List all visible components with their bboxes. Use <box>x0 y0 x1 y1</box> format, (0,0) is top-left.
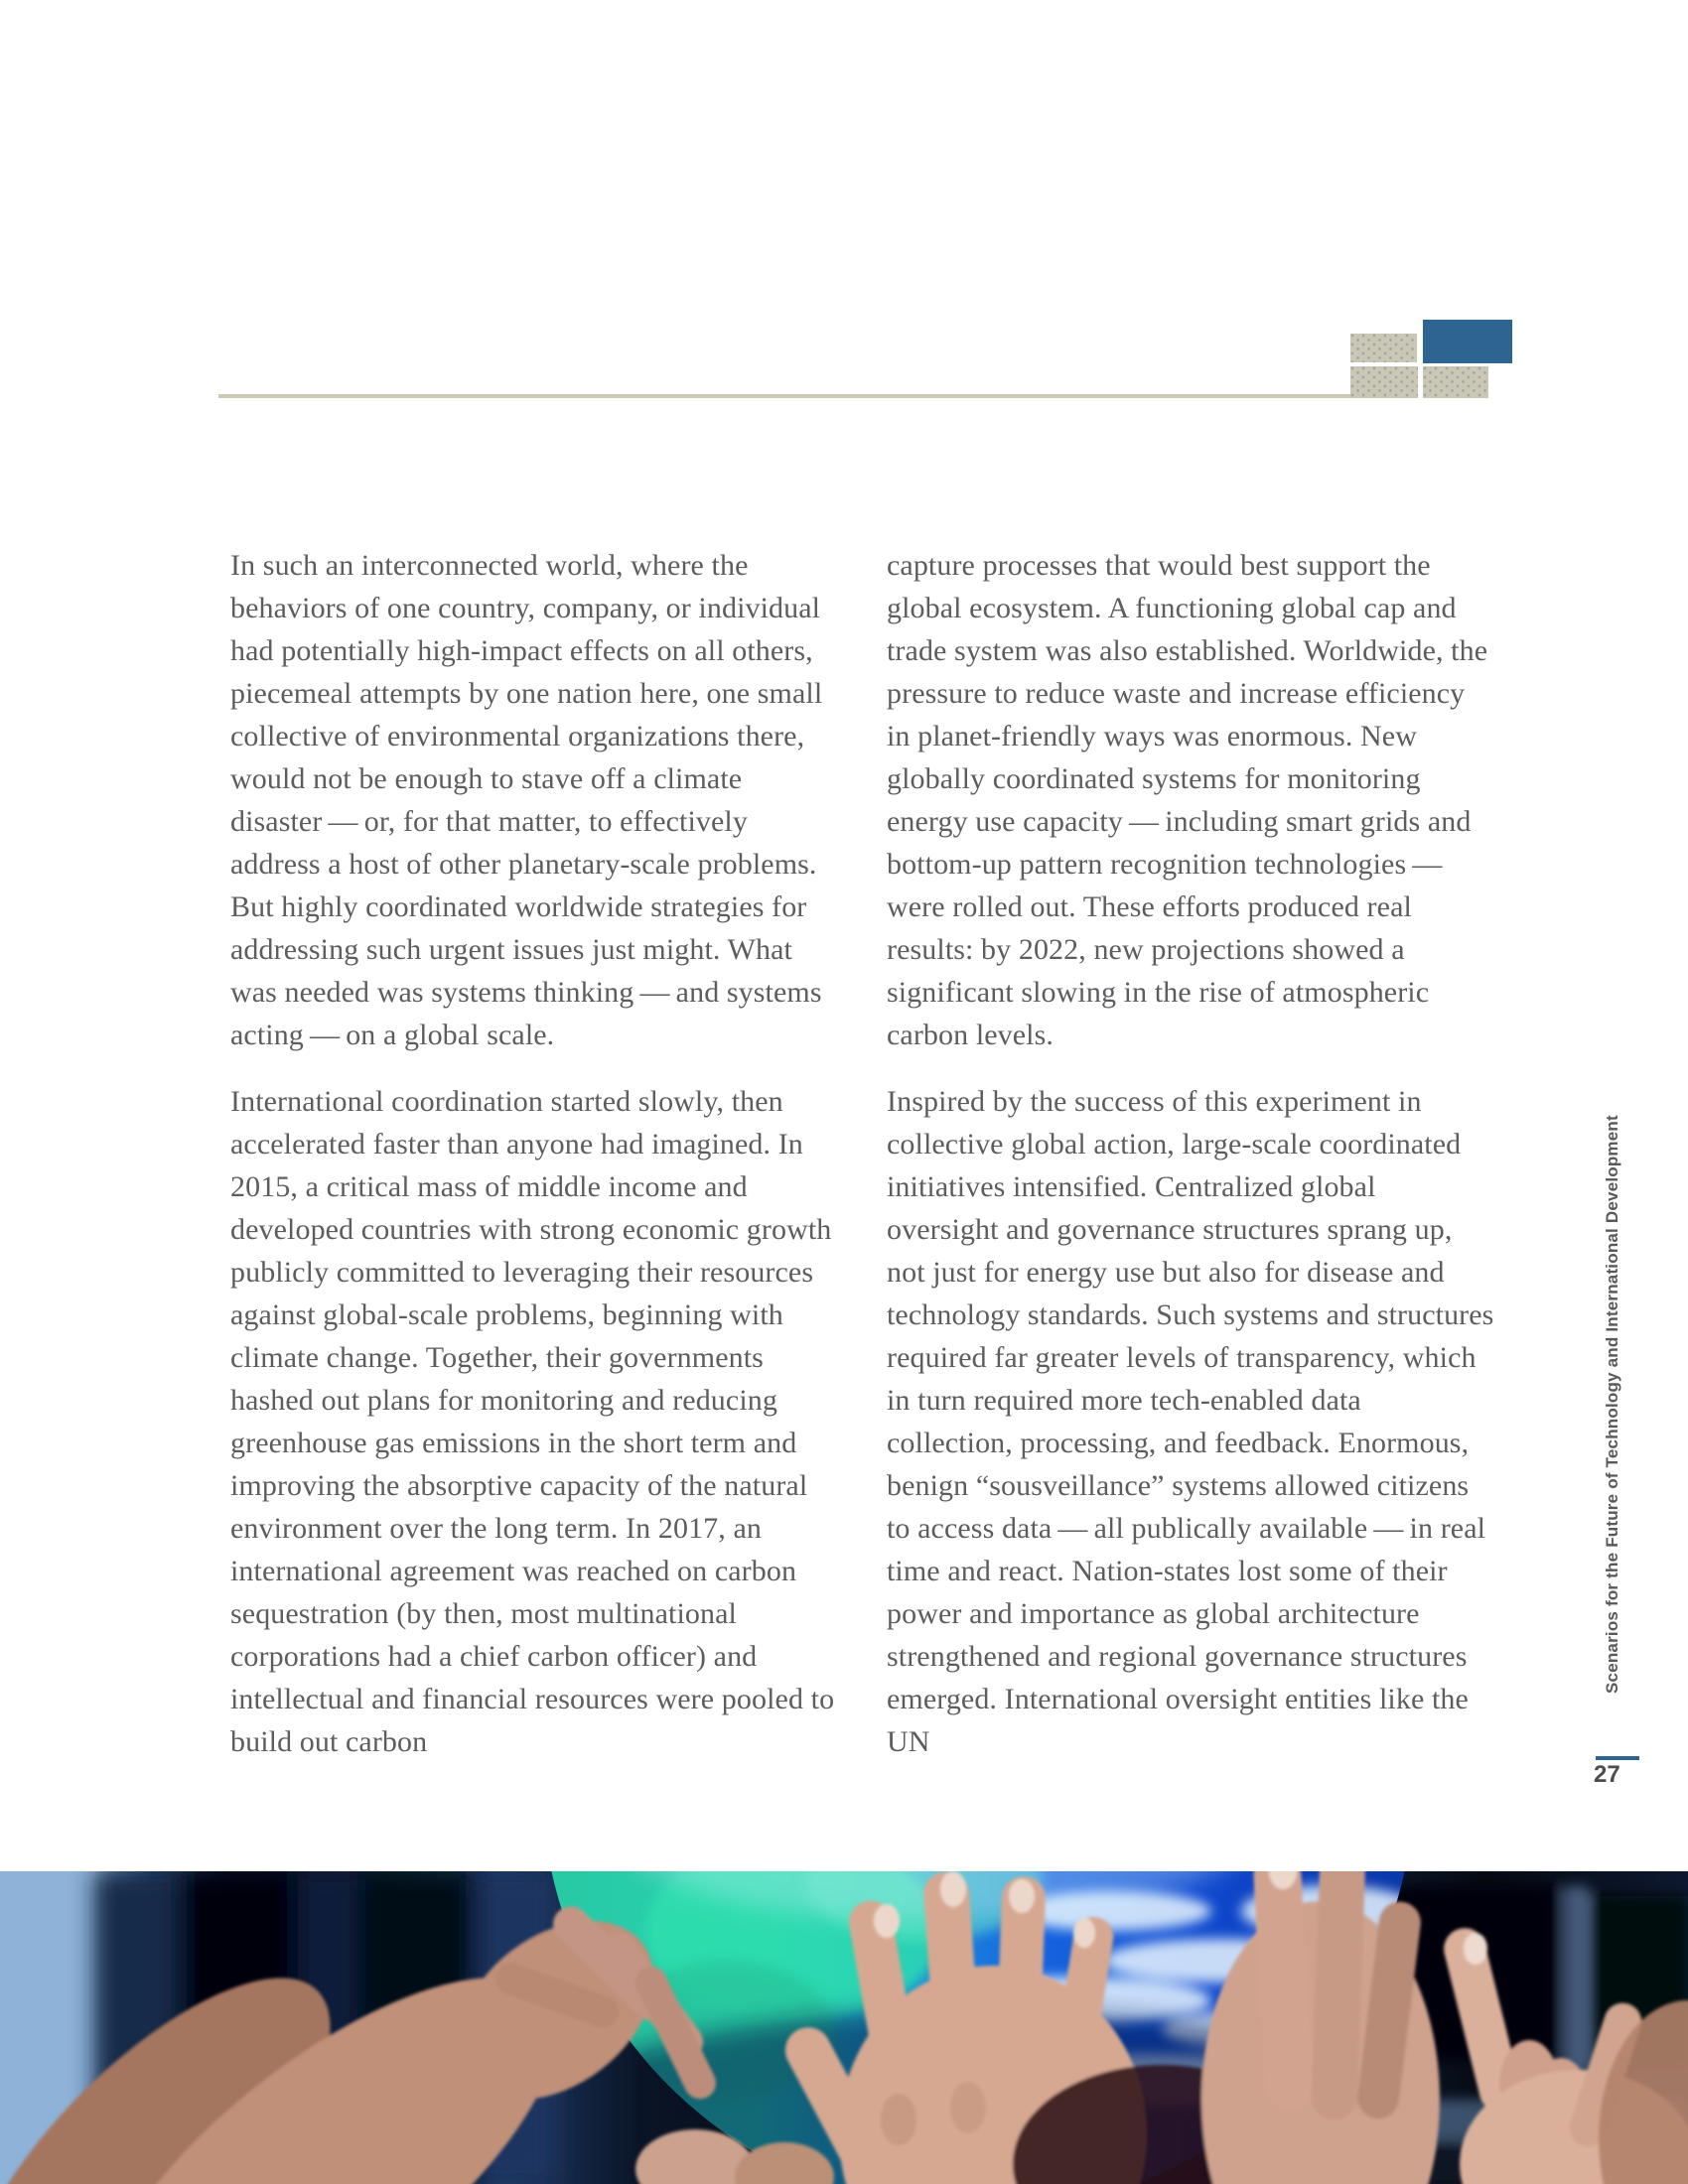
ornament-beige-block-bottom-left <box>1350 366 1418 398</box>
paragraph: In such an interconnected world, where the behaviors of one country, company, or individual had potentially high-impact effects on all others, piecemeal attempts by one nation here, one small collective of environmental organizations there, would not be enough to stave off a climate disaster — or, for that matter, to effectively address a host of other planetary-scale problems. But highly coordinated worldwide strategies for addressing such urgent issues just might. What was needed was systems thinking — and systems acting — on a global scale. <box>230 549 823 1051</box>
ornament-blue-block <box>1423 320 1512 363</box>
body-left-column <box>230 544 838 1787</box>
hero-photo-hands-globe <box>0 1871 1688 2184</box>
paragraph: Inspired by the success of this experiment in collective global action, large-scale coordinated initiatives intensified. Centralized global oversight and governance structures sprang up, not just for energy use but also for disease and technology standards. Such systems and structures required far greater levels of transparency, which in turn required more tech-enabled data collection, processing, and feedback. Enormous, benign “sousveillance” systems allowed citizens to access data — all publically available — in real time and react. Nation-states lost some of their power and importance as global architecture strengthened and regional governance structures emerged. International oversight entities like the UN <box>887 1085 1494 1758</box>
header-rule-line <box>218 394 1350 398</box>
ornament-beige-block-bottom-right <box>1423 366 1488 398</box>
paragraph: International coordination started slowly, then accelerated faster than anyone had imagined. In 2015, a critical mass of middle income and developed countries with strong economic growth publicly committed to leveraging their resources against global-scale problems, beginning with climate change. Together, their governments hashed out plans for monitoring and reducing greenhouse gas emissions in the short term and improving the absorptive capacity of the natural environment over the long term. In 2017, an international agreement was reached on carbon sequestration (by then, most multinational corporations had a chief carbon officer) and intellectual and financial resources were pooled to build out carbon <box>230 1085 835 1758</box>
ornament-beige-block-top <box>1350 334 1417 362</box>
page-number: 27 <box>1594 1761 1620 1788</box>
page-number-rule <box>1596 1756 1639 1760</box>
body-right-column <box>887 544 1494 1787</box>
sidebar-running-title: Scenarios for the Future of Technology and International Development <box>1603 1115 1621 1694</box>
paragraph: capture processes that would best support the global ecosystem. A functioning global cap and trade system was also established. Worldwide, the pressure to reduce waste and increase efficiency in planet-friendly ways was enormous. New globally coordinated systems for monitoring energy use capacity — including smart grids and bottom-up pattern recognition technologies — were rolled out. These efforts produced real results: by 2022, new projections showed a significant slowing in the rise of atmospheric carbon levels. <box>887 549 1488 1051</box>
hero-photo-illustration <box>0 1871 1688 2184</box>
